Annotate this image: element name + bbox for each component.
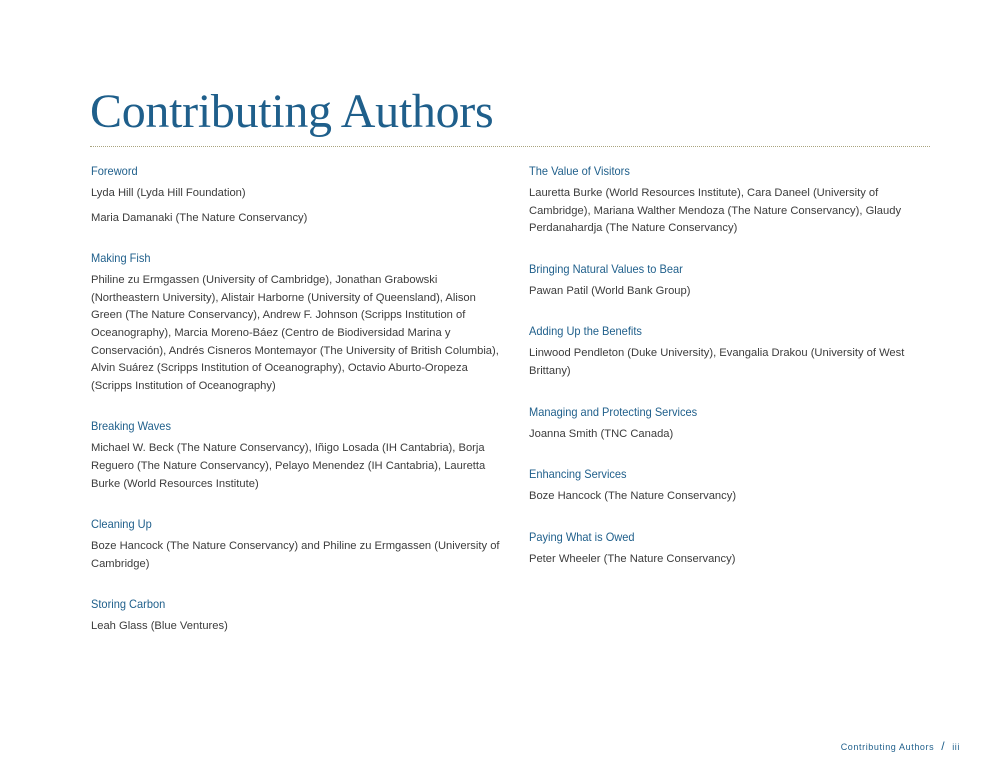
section-heading: Managing and Protecting Services xyxy=(529,404,698,419)
section-heading: Foreword xyxy=(91,164,138,178)
author-entry: Pawan Patil (World Bank Group) xyxy=(529,284,691,297)
section-managing-protecting xyxy=(529,404,929,444)
footer-separator: / xyxy=(941,739,946,753)
footer-section-label: Contributing Authors xyxy=(840,742,935,752)
section-heading: Adding Up the Benefits xyxy=(529,324,642,339)
section-value-of-visitors xyxy=(529,163,929,238)
page-number: iii xyxy=(952,742,960,752)
section-storing-carbon xyxy=(91,596,501,636)
author-entry: Lauretta Burke (World Resources Institute), Cara Daneel (University of Cambridge), Mariana Walther Mendoza (The Nature Conservancy), Glaudy Perdanahardja (The Nature Conservancy) xyxy=(529,187,902,235)
section-heading: Making Fish xyxy=(91,251,151,266)
author-entry: Lyda Hill (Lyda Hill Foundation) xyxy=(91,187,246,199)
section-heading: Bringing Natural Values to Bear xyxy=(529,261,683,276)
section-heading: Cleaning Up xyxy=(91,517,152,532)
section-breaking-waves xyxy=(91,418,501,493)
section-bringing-natural-values xyxy=(529,261,929,301)
author-entry: Maria Damanaki (The Nature Conservancy) xyxy=(91,211,308,224)
section-heading: Storing Carbon xyxy=(91,597,166,612)
right-column xyxy=(529,163,929,591)
section-heading: Paying What is Owed xyxy=(529,529,635,544)
section-adding-up-benefits xyxy=(529,323,929,380)
author-entry: Leah Glass (Blue Ventures) xyxy=(91,620,228,633)
section-heading: Breaking Waves xyxy=(91,419,171,434)
section-heading: The Value of Visitors xyxy=(529,164,630,178)
section-foreword xyxy=(91,163,501,227)
author-entry: Boze Hancock (The Nature Conservancy) xyxy=(529,490,737,503)
author-entry: Joanna Smith (TNC Canada) xyxy=(529,427,674,440)
author-entry: Peter Wheeler (The Nature Conservancy) xyxy=(529,552,736,565)
left-column xyxy=(91,163,501,659)
page-footer xyxy=(841,740,960,753)
section-enhancing-services xyxy=(529,466,929,506)
author-entry: Philine zu Ermgassen (University of Cambridge), Jonathan Grabowski (Northeastern University), Alistair Harborne (University of Queensland), Alison Green (The Nature Conservancy), Andrew F. Johnson (Scripps Institution of Oceanography), Marcia Moreno-Báez (Centro de Biodiversidad Marina y Conservación), Andrés Cisneros Montemayor (The University of British Columbia), Alvin Suárez (Scripps Institution of Oceanography), Octavio Aburto-Oropeza (Scripps Institution of Oceanography) xyxy=(91,274,499,392)
page-title: Contributing Authors xyxy=(90,85,494,138)
title-divider xyxy=(90,146,930,147)
author-entry: Michael W. Beck (The Nature Conservancy), Iñigo Losada (IH Cantabria), Borja Reguero (The Nature Conservancy), Pelayo Menendez (IH Cantabria), Lauretta Burke (World Resources Institute) xyxy=(91,442,486,490)
author-entry: Boze Hancock (The Nature Conservancy) and Philine zu Ermgassen (University of Cambridge) xyxy=(91,540,500,570)
section-making-fish xyxy=(91,250,501,395)
section-cleaning-up xyxy=(91,516,501,573)
section-paying-what-is-owed xyxy=(529,529,929,569)
author-entry: Linwood Pendleton (Duke University), Evangalia Drakou (University of West Brittany) xyxy=(529,347,905,377)
section-heading: Enhancing Services xyxy=(529,467,627,482)
